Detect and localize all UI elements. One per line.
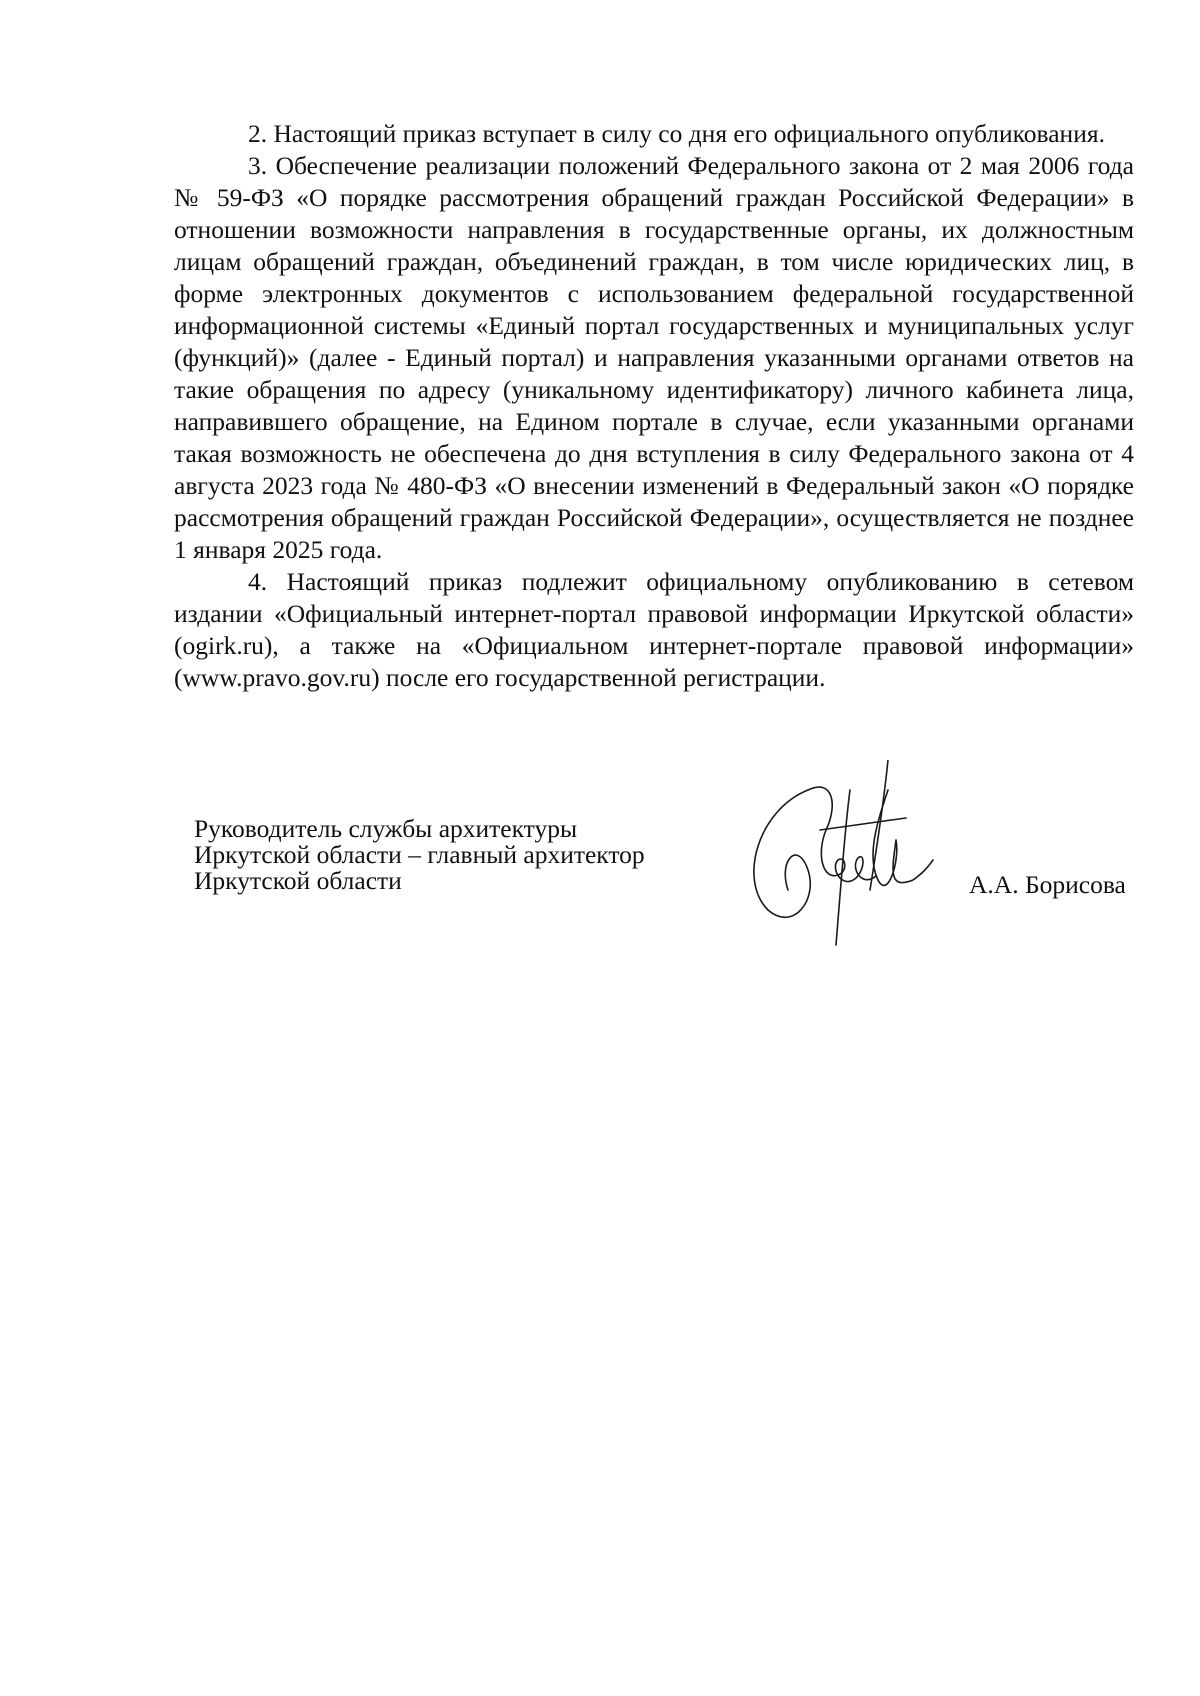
signer-position-line: Иркутской области	[194, 866, 402, 895]
signer-position	[194, 816, 645, 894]
signature-stroke	[836, 790, 850, 945]
paragraph-2: 2. Настоящий приказ вступает в силу со дня его официального опубликования.	[248, 119, 1105, 148]
signer-position-line: Руководитель службы архитектуры	[194, 814, 578, 843]
signature-stroke	[870, 760, 888, 890]
signer-position-line: Иркутской области – главный архитектор	[194, 840, 645, 869]
handwritten-signature	[738, 760, 938, 950]
signature-stroke	[820, 818, 906, 830]
paragraph-4: 4. Настоящий приказ подлежит официальному опубликованию в сетевом издании «Официальный интернет-портал правовой информации Иркутской области» (ogirk.ru), а также на «Официальном интернет-портале правовой информации» (www.pravo.gov.ru) после его государственной регистрации.	[174, 567, 1134, 692]
signature-stroke	[754, 790, 810, 917]
signer-name: А.А. Борисова	[969, 870, 1126, 899]
document-body	[174, 118, 1134, 694]
paragraph-3: 3. Обеспечение реализации положений Федерального закона от 2 мая 2006 года № 59-ФЗ «О порядке рассмотрения обращений граждан Российской Федерации» в отношении возможности направления в государственные органы, их должностным лицам обращений граждан, объединений граждан, в том числе юридических лиц, в форме электронных документов с использованием федеральной государственной информационной системы «Единый портал государственных и муниципальных услуг (функций)» (далее - Единый портал) и направления указанными органами ответов на такие обращения по адресу (уникальному идентификатору) личного кабинета лица, направившего обращение, на Едином портале в случае, если указанными органами такая возможность не обеспечена до дня вступления в силу Федерального закона от 4 августа 2023 года № 480-ФЗ «О внесении изменений в Федеральный закон «О порядке рассмотрения обращений граждан Российской Федерации», осуществляется не позднее 1 января 2025 года.	[174, 151, 1134, 564]
